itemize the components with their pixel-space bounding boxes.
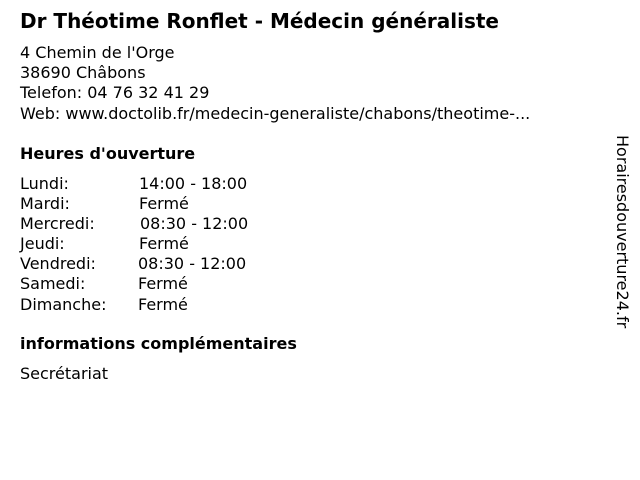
phone-number: Telefon: 04 76 32 41 29 bbox=[20, 83, 210, 103]
day-label: Vendredi: bbox=[20, 254, 96, 274]
day-label: Mardi: bbox=[20, 194, 70, 214]
hours-row-saturday bbox=[20, 274, 320, 294]
hours-row-thursday bbox=[20, 234, 320, 254]
page-title: Dr Théotime Ronflet - Médecin généraliste bbox=[20, 9, 499, 33]
hours-table bbox=[20, 174, 320, 315]
info-text: Secrétariat bbox=[20, 364, 109, 383]
hours-value: Fermé bbox=[138, 294, 188, 314]
address-street: 4 Chemin de l'Orge bbox=[20, 43, 175, 62]
hours-value: Fermé bbox=[139, 194, 189, 214]
hours-value: 14:00 - 18:00 bbox=[139, 174, 248, 193]
day-label: Jeudi: bbox=[20, 234, 65, 254]
hours-heading: Heures d'ouverture bbox=[20, 144, 196, 163]
hours-value: Fermé bbox=[138, 274, 188, 294]
info-heading: informations complémentaires bbox=[20, 334, 297, 353]
hours-value: 08:30 - 12:00 bbox=[138, 254, 247, 274]
hours-value: Fermé bbox=[139, 234, 189, 254]
hours-row-monday bbox=[20, 174, 320, 194]
website-link: Web: www.doctolib.fr/medecin-generaliste/chabons/theotime-... bbox=[20, 103, 531, 123]
hours-row-friday bbox=[20, 254, 320, 274]
day-label: Mercredi: bbox=[20, 214, 95, 234]
day-label: Lundi: bbox=[20, 174, 69, 193]
hours-row-tuesday bbox=[20, 194, 320, 214]
address-block bbox=[20, 43, 530, 124]
hours-row-wednesday bbox=[20, 214, 320, 234]
day-label: Dimanche: bbox=[20, 294, 107, 314]
address-city: 38690 Châbons bbox=[20, 63, 146, 83]
site-watermark: Horairesdouverture24.fr bbox=[613, 135, 632, 329]
day-label: Samedi: bbox=[20, 274, 86, 294]
hours-row-sunday bbox=[20, 295, 320, 315]
hours-value: 08:30 - 12:00 bbox=[140, 214, 249, 234]
